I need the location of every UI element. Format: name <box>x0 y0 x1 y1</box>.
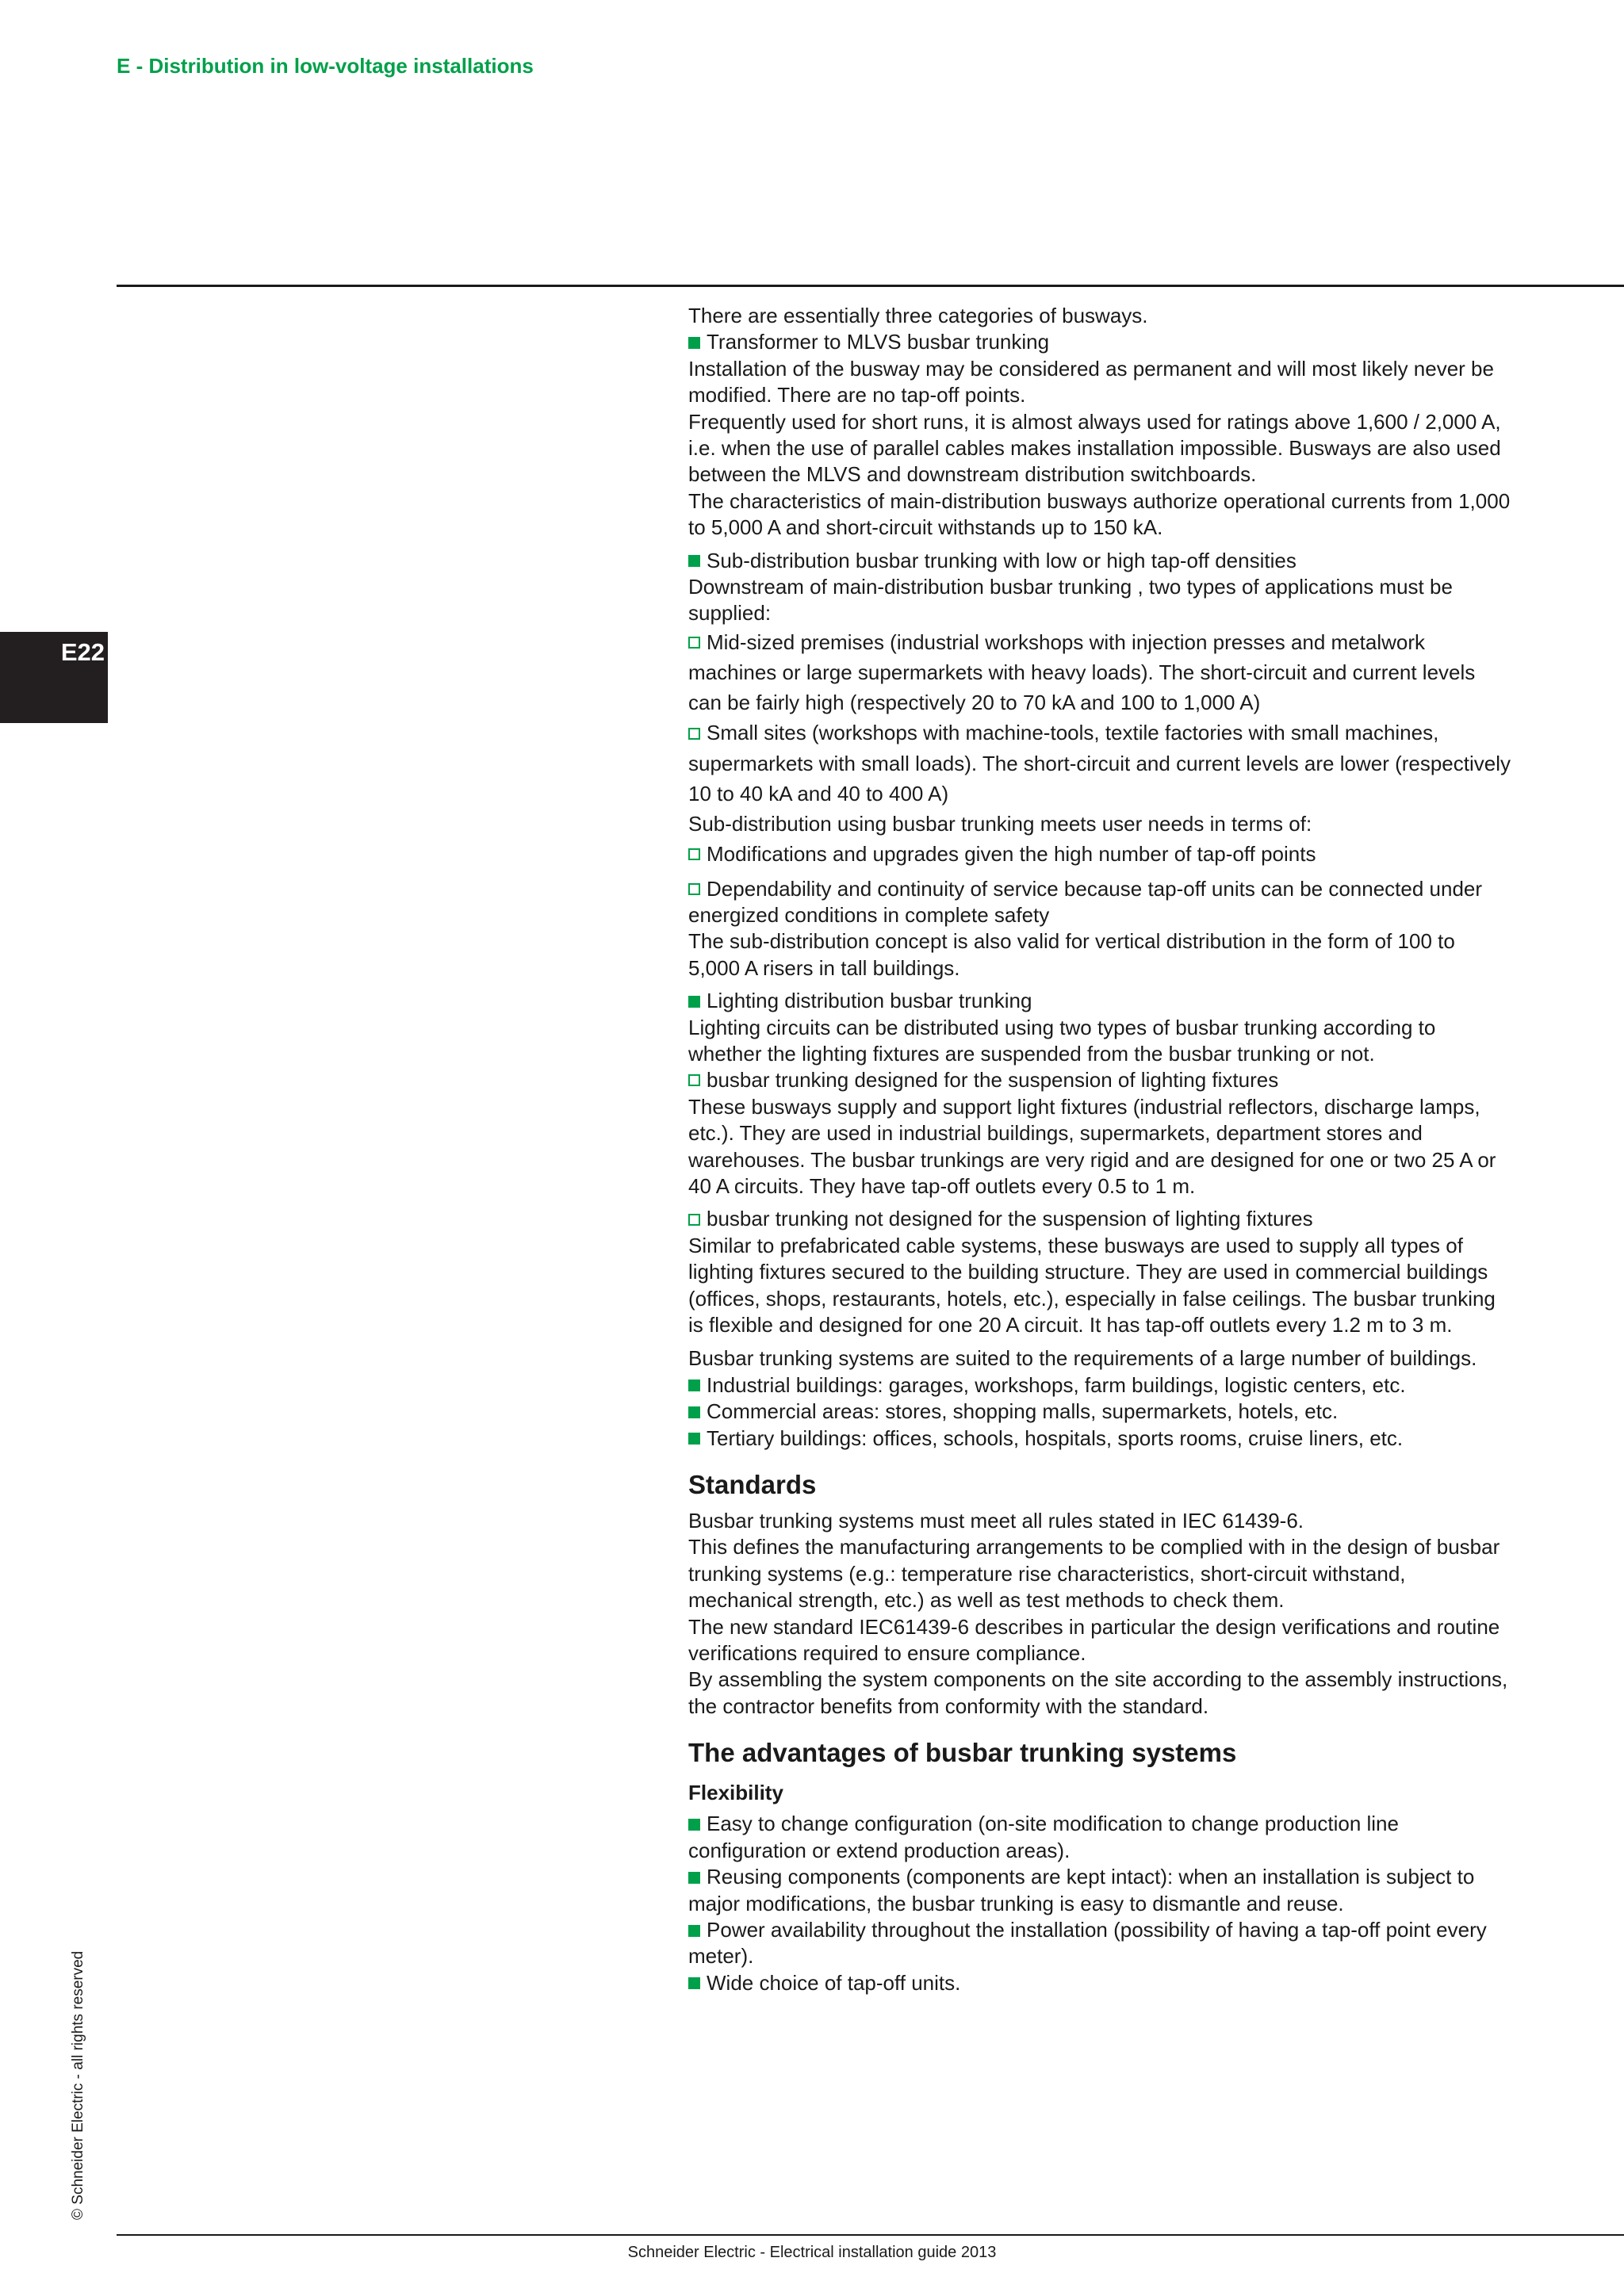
user-need-modifications: Modifications and upgrades given the high number of tap-off points <box>688 839 1511 869</box>
flexibility-item: Easy to change configuration (on-site modification to change production line configuration or extend production areas). <box>688 1811 1511 1864</box>
mid-sized-premises-item: Mid-sized premises (industrial workshops with injection presses and metalwork machines or large supermarkets with heavy loads). The short-circuit and current levels can be fairly high (respectively 20 to 70 kA and 100 to 1,000 A) <box>688 627 1511 718</box>
chapter-header: E - Distribution in low-voltage installations <box>117 54 534 78</box>
standards-paragraph-1: Busbar trunking systems must meet all rules stated in IEC 61439-6. <box>688 1509 1304 1533</box>
top-rule <box>117 285 1624 287</box>
flexibility-item: Reusing components (components are kept intact): when an installation is subject to major modifications, the busbar trunking is easy to dismantle and reuse. <box>688 1864 1511 1917</box>
subdistribution-paragraph-1: Downstream of main-distribution busbar trunking , two types of applications must be supplied: <box>688 575 1453 626</box>
flexibility-heading: Flexibility <box>688 1781 783 1805</box>
standards-paragraph-4: By assembling the system components on the site according to the assembly instructions, the contractor benefits from conformity with the standard. <box>688 1667 1508 1718</box>
main-content <box>688 303 1511 1996</box>
transformer-paragraph-1: Installation of the busway may be considered as permanent and will most likely never be modified. There are no tap-off points. <box>688 356 1494 408</box>
footer-text: Schneider Electric - Electrical installation guide 2013 <box>627 2244 997 2261</box>
user-need-dependability: Dependability and continuity of service because tap-off units can be connected under energized conditions in complete safety <box>688 876 1511 929</box>
building-item-industrial: Industrial buildings: garages, workshops, farm buildings, logistic centers, etc. <box>688 1372 1511 1399</box>
page-number-tab: E22 <box>0 632 108 723</box>
user-needs-intro: Sub-distribution using busbar trunking meets user needs in terms of: <box>688 812 1312 836</box>
building-item-commercial: Commercial areas: stores, shopping malls, supermarkets, hotels, etc. <box>688 1399 1511 1425</box>
lighting-designed-text: These busways supply and support light fixtures (industrial reflectors, discharge lamps, etc.). They are used in industrial buildings, supermarkets, department stores and warehouses. The busbar trunkings are very rigid and are designed for one or two 25 A or 40 A circuits. They have tap-off outlets every 0.5 to 1 m. <box>688 1094 1496 1198</box>
lighting-designed-title: busbar trunking designed for the suspension of lighting fixtures <box>688 1067 1511 1093</box>
lighting-paragraph-1: Lighting circuits can be distributed using two types of busbar trunking according to whether the lighting fixtures are suspended from the busbar trunking or not. <box>688 1015 1436 1066</box>
flexibility-item: Power availability throughout the installation (possibility of having a tap-off point every meter). <box>688 1917 1511 1970</box>
lighting-title: Lighting distribution busbar trunking <box>688 988 1511 1014</box>
standards-paragraph-3: The new standard IEC61439-6 describes in particular the design verifications and routine verifications required to ensure compliance. <box>688 1614 1500 1666</box>
bottom-rule <box>117 2234 1624 2236</box>
transformer-title: Transformer to MLVS busbar trunking <box>688 329 1511 355</box>
advantages-heading: The advantages of busbar trunking systems <box>688 1738 1237 1768</box>
buildings-intro: Busbar trunking systems are suited to the requirements of a large number of buildings. <box>688 1346 1477 1371</box>
small-sites-item: Small sites (workshops with machine-tools, textile factories with small machines, supermarkets with small loads). The short-circuit and current levels are lower (respectively 10 to 40 kA and 40 to 400 A) <box>688 718 1511 809</box>
standards-heading: Standards <box>688 1470 817 1500</box>
standards-paragraph-2: This defines the manufacturing arrangements to be complied with in the design of busbar trunking systems (e.g.: temperature rise characteristics, short-circuit withstand, mechanical strength, etc.) as well as test methods to check them. <box>688 1535 1500 1613</box>
transformer-paragraph-3: The characteristics of main-distribution busways authorize operational currents from 1,000 to 5,000 A and short-circuit withstands up to 150 kA. <box>688 488 1511 540</box>
vertical-distribution-paragraph: The sub-distribution concept is also valid for vertical distribution in the form of 100 to 5,000 A risers in tall buildings. <box>688 929 1455 980</box>
lighting-not-designed-title: busbar trunking not designed for the suspension of lighting fixtures <box>688 1206 1511 1232</box>
building-item-tertiary: Tertiary buildings: offices, schools, hospitals, sports rooms, cruise liners, etc. <box>688 1425 1511 1452</box>
transformer-paragraph-2: Frequently used for short runs, it is almost always used for ratings above 1,600 / 2,000 A, i.e. when the use of parallel cables makes installation impossible. Busways are also used between the MLVS and downstream distribution switchboards. <box>688 409 1501 487</box>
subdistribution-title: Sub-distribution busbar trunking with low or high tap-off densities <box>688 548 1511 574</box>
flexibility-item: Wide choice of tap-off units. <box>688 1970 1511 1996</box>
copyright-notice: © Schneider Electric - all rights reserved <box>70 1950 86 2220</box>
lighting-not-designed-text: Similar to prefabricated cable systems, these busways are used to supply all types of lighting fixtures secured to the building structure. They are used in commercial buildings (offices, shops, restaurants, hotels, etc.), especially in false ceilings. The busbar trunking is flexible and designed for one 20 A circuit. It has tap-off outlets every 1.2 m to 3 m. <box>688 1233 1496 1337</box>
categories-intro: There are essentially three categories of busways. <box>688 304 1148 327</box>
